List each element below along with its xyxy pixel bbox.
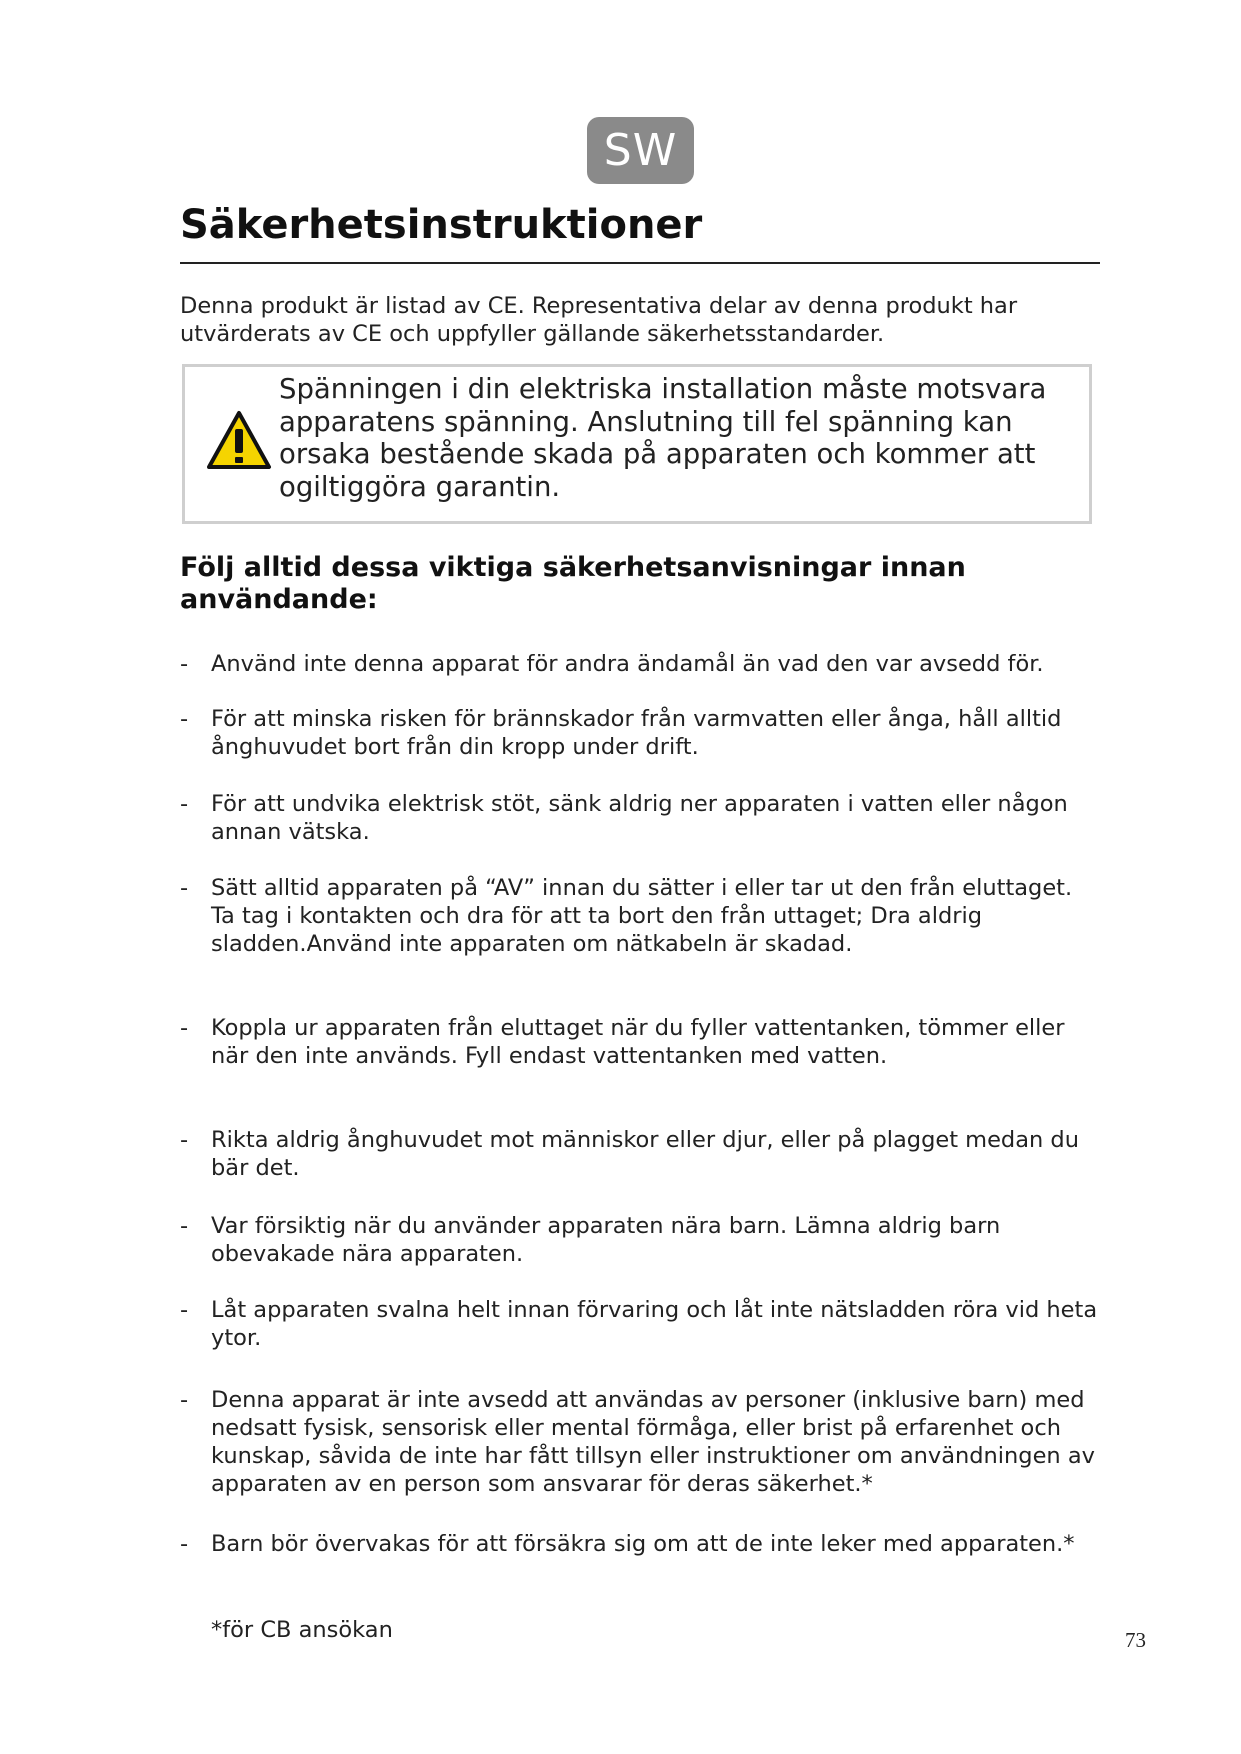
- list-dash: -: [180, 1297, 189, 1323]
- list-item-text: Använd inte denna apparat för andra ändamål än vad den var avsedd för.: [211, 651, 1044, 677]
- list-item: [180, 705, 1100, 761]
- list-dash: -: [180, 651, 189, 677]
- list-item: [180, 1386, 1100, 1498]
- title-divider: [180, 262, 1100, 264]
- list-item: [180, 790, 1100, 846]
- list-dash: -: [180, 1213, 189, 1239]
- footnote: *för CB ansökan: [211, 1617, 393, 1643]
- list-item-text: För att minska risken för brännskador från varmvatten eller ånga, håll alltid ånghuvudet bort från din kropp under drift.: [211, 706, 1062, 760]
- list-item-text: Barn bör övervakas för att försäkra sig om att de inte leker med apparaten.*: [211, 1531, 1075, 1557]
- list-dash: -: [180, 1127, 189, 1153]
- page-title: Säkerhetsinstruktioner: [180, 202, 703, 248]
- list-item-text: Koppla ur apparaten från eluttaget när du fyller vattentanken, tömmer eller när den inte används. Fyll endast vattentanken med vatten.: [211, 1015, 1065, 1069]
- section-heading: Följ alltid dessa viktiga säkerhetsanvisningar innan användande:: [180, 552, 966, 615]
- list-item-text: Låt apparaten svalna helt innan förvaring och låt inte nätsladden röra vid heta ytor.: [211, 1297, 1098, 1351]
- list-dash: -: [180, 1531, 189, 1557]
- page-number: 73: [1125, 1628, 1146, 1652]
- list-item-text: Rikta aldrig ånghuvudet mot människor eller djur, eller på plagget medan du bär det.: [211, 1127, 1079, 1181]
- language-badge: SW: [587, 117, 694, 184]
- list-dash: -: [180, 1387, 189, 1413]
- list-item-text: Denna apparat är inte avsedd att användas av personer (inklusive barn) med nedsatt fysisk, sensorisk eller mental förmåga, eller brist på erfarenhet och kunskap, såvida de inte har fått tillsyn eller instruktioner om användningen av apparaten av en person som ansvarar för deras säkerhet.*: [211, 1387, 1095, 1497]
- list-item: [180, 650, 1100, 678]
- list-dash: -: [180, 1015, 189, 1041]
- list-item: [180, 1212, 1100, 1268]
- list-item: [180, 1014, 1100, 1070]
- warning-box: [182, 364, 1092, 524]
- warning-text: Spänningen i din elektriska installation måste motsvara apparatens spänning. Anslutning till fel spänning kan orsaka bestående skada på apparaten och kommer att ogiltiggöra garantin.: [279, 373, 1047, 503]
- list-item-text: För att undvika elektrisk stöt, sänk aldrig ner apparaten i vatten eller någon annan vätska.: [211, 791, 1068, 845]
- list-item-text: Var försiktig när du använder apparaten nära barn. Lämna aldrig barn obevakade nära apparaten.: [211, 1213, 1001, 1267]
- intro-paragraph: Denna produkt är listad av CE. Representativa delar av denna produkt har utvärderats av CE och uppfyller gällande säkerhetsstandarder.: [180, 293, 1018, 347]
- list-item-text: Sätt alltid apparaten på “AV” innan du sätter i eller tar ut den från eluttaget. Ta tag i kontakten och dra för att ta bort den från uttaget; Dra aldrig sladden.Använd inte apparaten om nätkabeln är skadad.: [211, 875, 1073, 957]
- warning-triangle-icon: [205, 409, 273, 471]
- list-item: [180, 874, 1100, 958]
- list-dash: -: [180, 706, 189, 732]
- list-dash: -: [180, 791, 189, 817]
- list-dash: -: [180, 875, 189, 901]
- list-item: [180, 1530, 1100, 1558]
- list-item: [180, 1296, 1100, 1352]
- list-item: [180, 1126, 1100, 1182]
